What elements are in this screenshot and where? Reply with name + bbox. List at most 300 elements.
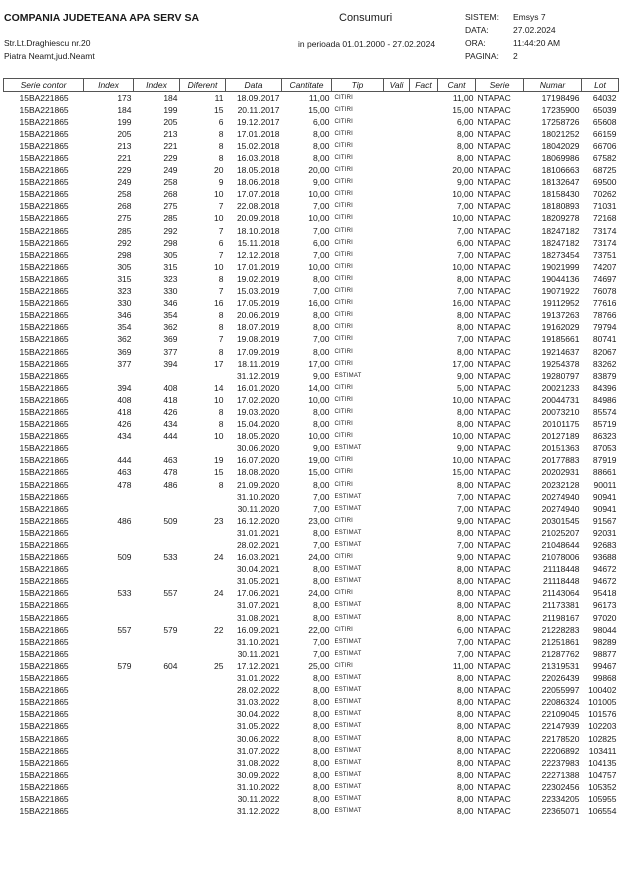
cell-cant: 11,00: [452, 660, 474, 671]
cell-serie-contor: 15BA221865: [19, 334, 69, 345]
cell-index-new: [134, 443, 180, 455]
cell-serie: NTAPAC: [477, 116, 511, 127]
cell-tip: ESTIMAT: [334, 372, 362, 379]
cell-fact: [410, 213, 438, 225]
cell-index-old: [84, 527, 134, 539]
cell-diferent: 20: [214, 165, 224, 176]
cell-serie: NTAPAC: [477, 733, 511, 744]
cell-serie: NTAPAC: [477, 781, 511, 792]
cell-vali: [384, 431, 410, 443]
cell-cant: 9,00: [456, 515, 474, 526]
cell-numar: 19071922: [541, 286, 580, 297]
cell-fact: [410, 455, 438, 467]
cell-cant: 9,00: [456, 552, 474, 563]
cell-diferent: 8: [218, 128, 224, 139]
cell-diferent: 7: [218, 201, 224, 212]
cell-diferent: [180, 443, 226, 455]
cell-vali: [384, 334, 410, 346]
cell-fact: [410, 140, 438, 152]
cell-diferent: [180, 600, 226, 612]
cell-numar: 18069986: [541, 153, 580, 164]
cell-index-new: [134, 721, 180, 733]
meta-label: ORA:: [465, 38, 486, 48]
cell-data: 15.03.2019: [236, 286, 280, 297]
table-row: [4, 806, 619, 818]
cell-index-new: 184: [163, 92, 178, 103]
cell-fact: [410, 406, 438, 418]
meta-sistem: [465, 12, 546, 22]
cell-index-old: 533: [117, 588, 132, 599]
cell-lot: 101005: [588, 697, 617, 708]
cell-lot: 97020: [592, 612, 617, 623]
cell-fact: [410, 479, 438, 491]
cell-diferent: 23: [214, 515, 224, 526]
cell-data: 15.02.2018: [236, 140, 280, 151]
cell-vali: [384, 382, 410, 394]
cell-tip: CITIRI: [334, 106, 354, 113]
meta-label: PAGINA:: [465, 51, 499, 61]
cell-diferent: 10: [214, 261, 224, 272]
cell-cantitate: 8,00: [312, 685, 330, 696]
cell-lot: 102203: [588, 721, 617, 732]
cell-numar: 21251861: [541, 636, 580, 647]
cell-index-new: 434: [163, 419, 178, 430]
table-body: [4, 92, 619, 818]
cell-index-new: [134, 685, 180, 697]
cell-index-old: 315: [117, 273, 132, 284]
cell-serie: NTAPAC: [477, 806, 511, 817]
cell-lot: 73751: [592, 249, 617, 260]
cell-index-new: [134, 600, 180, 612]
cell-serie-contor: 15BA221865: [19, 757, 69, 768]
cell-fact: [410, 298, 438, 310]
cell-index-new: [134, 733, 180, 745]
cell-cantitate: 8,00: [312, 600, 330, 611]
cell-cant: 7,00: [456, 503, 474, 514]
cell-tip: CITIRI: [334, 396, 354, 403]
cell-cantitate: 8,00: [312, 527, 330, 538]
cell-lot: 103411: [588, 745, 617, 756]
cell-cant: 10,00: [452, 189, 474, 200]
cell-cantitate: 8,00: [312, 153, 330, 164]
cell-vali: [384, 660, 410, 672]
cell-index-old: 478: [117, 479, 132, 490]
cell-data: 30.09.2022: [236, 769, 280, 780]
cell-tip: CITIRI: [334, 517, 354, 524]
cell-diferent: 19: [214, 455, 224, 466]
cell-serie: NTAPAC: [477, 491, 511, 502]
report-period: in perioada 01.01.2000 - 27.02.2024: [298, 39, 436, 49]
table-row: [4, 370, 619, 382]
cell-serie-contor: 15BA221865: [19, 128, 69, 139]
cell-tip: ESTIMAT: [334, 493, 362, 500]
cell-lot: 79794: [592, 322, 617, 333]
cell-data: 31.05.2021: [236, 576, 280, 587]
cell-tip: ESTIMAT: [334, 638, 362, 645]
cell-serie-contor: 15BA221865: [19, 564, 69, 575]
meta-ora: [465, 38, 560, 48]
cell-index-new: [134, 539, 180, 551]
cell-serie: NTAPAC: [477, 793, 511, 804]
cell-data: 19.12.2017: [236, 116, 280, 127]
cell-index-new: [134, 576, 180, 588]
cell-serie-contor: 15BA221865: [19, 721, 69, 732]
cell-index-old: [84, 673, 134, 685]
cell-index-new: 408: [163, 382, 178, 393]
cell-cantitate: 8,00: [312, 721, 330, 732]
table-row: [4, 600, 619, 612]
cell-cant: 6,00: [456, 237, 474, 248]
cell-diferent: 8: [218, 153, 224, 164]
cell-tip: CITIRI: [334, 590, 354, 597]
cell-tip: CITIRI: [334, 167, 354, 174]
cell-fact: [410, 273, 438, 285]
meta-value: 11:44:20 AM: [513, 38, 561, 48]
table-row: [4, 515, 619, 527]
cell-cant: 7,00: [456, 334, 474, 345]
cell-index-old: 173: [117, 92, 132, 103]
cell-index-new: 249: [163, 165, 178, 176]
cell-lot: 73174: [592, 225, 617, 236]
cell-data: 31.08.2021: [236, 612, 280, 623]
cell-index-new: 229: [163, 153, 178, 164]
cell-cant: 8,00: [456, 612, 474, 623]
cell-index-old: [84, 806, 134, 818]
col-header-data: Data: [226, 79, 282, 92]
cell-cantitate: 8,00: [312, 612, 330, 623]
cell-diferent: [180, 806, 226, 818]
cell-index-old: [84, 443, 134, 455]
cell-lot: 67582: [592, 153, 617, 164]
cell-serie-contor: 15BA221865: [19, 733, 69, 744]
cell-diferent: 10: [214, 394, 224, 405]
cell-serie-contor: 15BA221865: [19, 443, 69, 454]
cell-tip: CITIRI: [334, 300, 354, 307]
table-row: [4, 128, 619, 140]
col-header-serie: Serie: [476, 79, 524, 92]
cell-index-new: [134, 527, 180, 539]
cell-index-new: 463: [163, 455, 178, 466]
cell-index-old: [84, 793, 134, 805]
cell-index-old: [84, 757, 134, 769]
cell-index-old: [84, 491, 134, 503]
table-row: [4, 382, 619, 394]
cell-numar: 18021252: [541, 128, 580, 139]
cell-cant: 11,00: [452, 92, 474, 103]
cell-index-old: [84, 503, 134, 515]
cell-cantitate: 7,00: [312, 225, 330, 236]
cell-index-old: 354: [117, 322, 132, 333]
cell-diferent: [180, 697, 226, 709]
cell-data: 31.12.2022: [236, 806, 280, 817]
cell-numar: 20274940: [541, 491, 580, 502]
cell-index-new: 305: [163, 249, 178, 260]
cell-serie: NTAPAC: [477, 697, 511, 708]
cell-diferent: 8: [218, 140, 224, 151]
cell-vali: [384, 793, 410, 805]
cell-index-old: 463: [117, 467, 132, 478]
table-row: [4, 612, 619, 624]
cell-diferent: [180, 370, 226, 382]
table-row: [4, 685, 619, 697]
col-header-diferent: Diferent: [180, 79, 226, 92]
cell-tip: CITIRI: [334, 469, 354, 476]
cell-fact: [410, 781, 438, 793]
cell-cantitate: 25,00: [308, 660, 330, 671]
cell-cantitate: 7,00: [312, 491, 330, 502]
cell-cant: 7,00: [456, 286, 474, 297]
cell-cant: 9,00: [456, 370, 474, 381]
cell-fact: [410, 793, 438, 805]
cell-cant: 8,00: [456, 346, 474, 357]
cell-serie: NTAPAC: [477, 153, 511, 164]
cell-vali: [384, 467, 410, 479]
cell-data: 19.03.2020: [236, 406, 280, 417]
cell-data: 31.01.2022: [236, 673, 280, 684]
cell-fact: [410, 104, 438, 116]
cell-serie: NTAPAC: [477, 455, 511, 466]
cell-index-old: 362: [117, 334, 132, 345]
table-row: [4, 552, 619, 564]
table-row: [4, 261, 619, 273]
cell-lot: 65608: [592, 116, 617, 127]
cell-cantitate: 23,00: [308, 515, 330, 526]
cell-serie-contor: 15BA221865: [19, 261, 69, 272]
cell-cantitate: 8,00: [312, 564, 330, 575]
cell-fact: [410, 527, 438, 539]
cell-tip: CITIRI: [334, 94, 354, 101]
cell-index-old: [84, 745, 134, 757]
cell-diferent: [180, 745, 226, 757]
cell-tip: CITIRI: [334, 191, 354, 198]
cell-serie-contor: 15BA221865: [19, 576, 69, 587]
cell-cantitate: 8,00: [312, 406, 330, 417]
cell-index-new: 221: [163, 140, 178, 151]
cell-vali: [384, 721, 410, 733]
cell-cant: 10,00: [452, 431, 474, 442]
cell-serie: NTAPAC: [477, 213, 511, 224]
cell-vali: [384, 358, 410, 370]
cell-diferent: 6: [218, 116, 224, 127]
cell-index-new: 509: [163, 515, 178, 526]
cell-diferent: [180, 527, 226, 539]
cell-index-new: [134, 781, 180, 793]
cell-vali: [384, 406, 410, 418]
cell-vali: [384, 806, 410, 818]
cell-tip: CITIRI: [334, 384, 354, 391]
cell-numar: 21287762: [541, 648, 580, 659]
cell-index-new: [134, 709, 180, 721]
cell-fact: [410, 443, 438, 455]
cell-serie: NTAPAC: [477, 600, 511, 611]
cell-serie: NTAPAC: [477, 394, 511, 405]
cell-cant: 16,00: [452, 298, 474, 309]
cell-index-new: 418: [163, 394, 178, 405]
cell-cant: 7,00: [456, 249, 474, 260]
cell-tip: ESTIMAT: [334, 783, 362, 790]
cell-numar: 19185661: [541, 334, 580, 345]
cell-cantitate: 16,00: [308, 298, 330, 309]
cell-lot: 104757: [588, 769, 617, 780]
cell-data: 16.07.2020: [236, 455, 280, 466]
cell-lot: 82067: [592, 346, 617, 357]
cell-fact: [410, 394, 438, 406]
cell-serie-contor: 15BA221865: [19, 273, 69, 284]
cell-tip: CITIRI: [334, 215, 354, 222]
cell-numar: 20202931: [541, 467, 580, 478]
cell-index-new: [134, 503, 180, 515]
cell-cantitate: 8,00: [312, 709, 330, 720]
cell-diferent: [180, 539, 226, 551]
cell-tip: CITIRI: [334, 662, 354, 669]
cell-fact: [410, 310, 438, 322]
cell-vali: [384, 213, 410, 225]
table-row: [4, 576, 619, 588]
cell-lot: 98877: [592, 648, 617, 659]
cell-cant: 6,00: [456, 116, 474, 127]
meta-label: DATA:: [465, 25, 489, 35]
meta-value: 27.02.2024: [513, 25, 556, 35]
cell-serie-contor: 15BA221865: [19, 394, 69, 405]
cell-serie-contor: 15BA221865: [19, 298, 69, 309]
cell-cant: 8,00: [456, 406, 474, 417]
cell-index-old: [84, 769, 134, 781]
cell-fact: [410, 612, 438, 624]
cell-tip: CITIRI: [334, 118, 354, 125]
cell-cant: 8,00: [456, 600, 474, 611]
cell-index-old: 221: [117, 153, 132, 164]
cell-serie: NTAPAC: [477, 709, 511, 720]
cell-vali: [384, 152, 410, 164]
cell-lot: 72168: [592, 213, 617, 224]
cell-diferent: [180, 793, 226, 805]
cell-fact: [410, 201, 438, 213]
cell-lot: 98289: [592, 636, 617, 647]
cell-vali: [384, 515, 410, 527]
cell-lot: 66159: [592, 128, 617, 139]
cell-index-old: 394: [117, 382, 132, 393]
cell-diferent: 15: [214, 104, 224, 115]
cell-fact: [410, 358, 438, 370]
cell-index-old: 557: [117, 624, 132, 635]
cell-serie: NTAPAC: [477, 479, 511, 490]
cell-data: 30.04.2022: [236, 709, 280, 720]
cell-cant: 17,00: [452, 358, 474, 369]
cell-diferent: [180, 503, 226, 515]
cell-cant: 10,00: [452, 213, 474, 224]
cell-diferent: 10: [214, 189, 224, 200]
cell-numar: 19214637: [541, 346, 580, 357]
cell-fact: [410, 237, 438, 249]
cell-data: 31.07.2022: [236, 745, 280, 756]
cell-cantitate: 6,00: [312, 116, 330, 127]
cell-vali: [384, 322, 410, 334]
cell-fact: [410, 419, 438, 431]
col-header-numar: Numar: [524, 79, 582, 92]
cell-cant: 8,00: [456, 721, 474, 732]
cell-tip: ESTIMAT: [334, 602, 362, 609]
cell-cant: 5,00: [456, 382, 474, 393]
cell-data: 12.12.2018: [236, 249, 280, 260]
cell-lot: 65039: [592, 104, 617, 115]
cell-fact: [410, 648, 438, 660]
cell-cantitate: 9,00: [312, 177, 330, 188]
cell-numar: 19021999: [541, 261, 580, 272]
address-line-1: Str.Lt.Draghiescu nr.20: [4, 38, 91, 48]
cell-vali: [384, 673, 410, 685]
cell-numar: 18273454: [541, 249, 580, 260]
table-row: [4, 624, 619, 636]
table-row: [4, 769, 619, 781]
cell-tip: CITIRI: [334, 155, 354, 162]
cell-serie-contor: 15BA221865: [19, 685, 69, 696]
cell-numar: 21143064: [542, 588, 580, 599]
cell-tip: ESTIMAT: [334, 808, 362, 815]
cell-fact: [410, 92, 438, 105]
cell-fact: [410, 624, 438, 636]
cell-cant: 7,00: [456, 540, 474, 551]
cell-vali: [384, 394, 410, 406]
cell-lot: 92031: [592, 527, 617, 538]
cell-cantitate: 8,00: [312, 697, 330, 708]
cell-fact: [410, 539, 438, 551]
cell-cantitate: 14,00: [308, 382, 330, 393]
cell-cantitate: 8,00: [312, 273, 330, 284]
cell-vali: [384, 419, 410, 431]
table-row: [4, 455, 619, 467]
cell-lot: 92683: [592, 540, 617, 551]
meta-data: [465, 25, 556, 35]
cell-vali: [384, 225, 410, 237]
cell-index-old: [84, 721, 134, 733]
cell-serie: NTAPAC: [477, 273, 511, 284]
cell-data: 16.03.2021: [236, 552, 280, 563]
cell-index-old: 292: [117, 237, 132, 248]
table-row: [4, 491, 619, 503]
cell-tip: CITIRI: [334, 275, 354, 282]
cell-tip: CITIRI: [334, 130, 354, 137]
cell-serie: NTAPAC: [477, 419, 511, 430]
cell-serie-contor: 15BA221865: [19, 92, 69, 103]
cell-diferent: [180, 721, 226, 733]
cell-lot: 99467: [592, 660, 617, 671]
cell-cantitate: 7,00: [312, 636, 330, 647]
cell-cantitate: 24,00: [308, 588, 330, 599]
cell-data: 18.11.2019: [237, 358, 280, 369]
cell-numar: 17235900: [541, 104, 580, 115]
cell-data: 17.01.2019: [236, 261, 280, 272]
cell-lot: 86323: [592, 431, 617, 442]
table-row: [4, 721, 619, 733]
cell-serie: NTAPAC: [477, 310, 511, 321]
cell-diferent: [180, 709, 226, 721]
cell-index-new: [134, 745, 180, 757]
cell-serie: NTAPAC: [477, 406, 511, 417]
cell-numar: 21118448: [542, 576, 580, 587]
cell-vali: [384, 249, 410, 261]
cell-cantitate: 8,00: [312, 757, 330, 768]
cell-fact: [410, 515, 438, 527]
cell-tip: ESTIMAT: [334, 711, 362, 718]
cell-index-old: 418: [117, 406, 132, 417]
table-row: [4, 697, 619, 709]
cell-numar: 18180893: [541, 201, 580, 212]
cell-numar: 18132647: [541, 177, 580, 188]
cell-index-old: 434: [117, 431, 132, 442]
cell-serie-contor: 15BA221865: [19, 201, 69, 212]
cell-tip: CITIRI: [334, 324, 354, 331]
cell-serie-contor: 15BA221865: [19, 249, 69, 260]
